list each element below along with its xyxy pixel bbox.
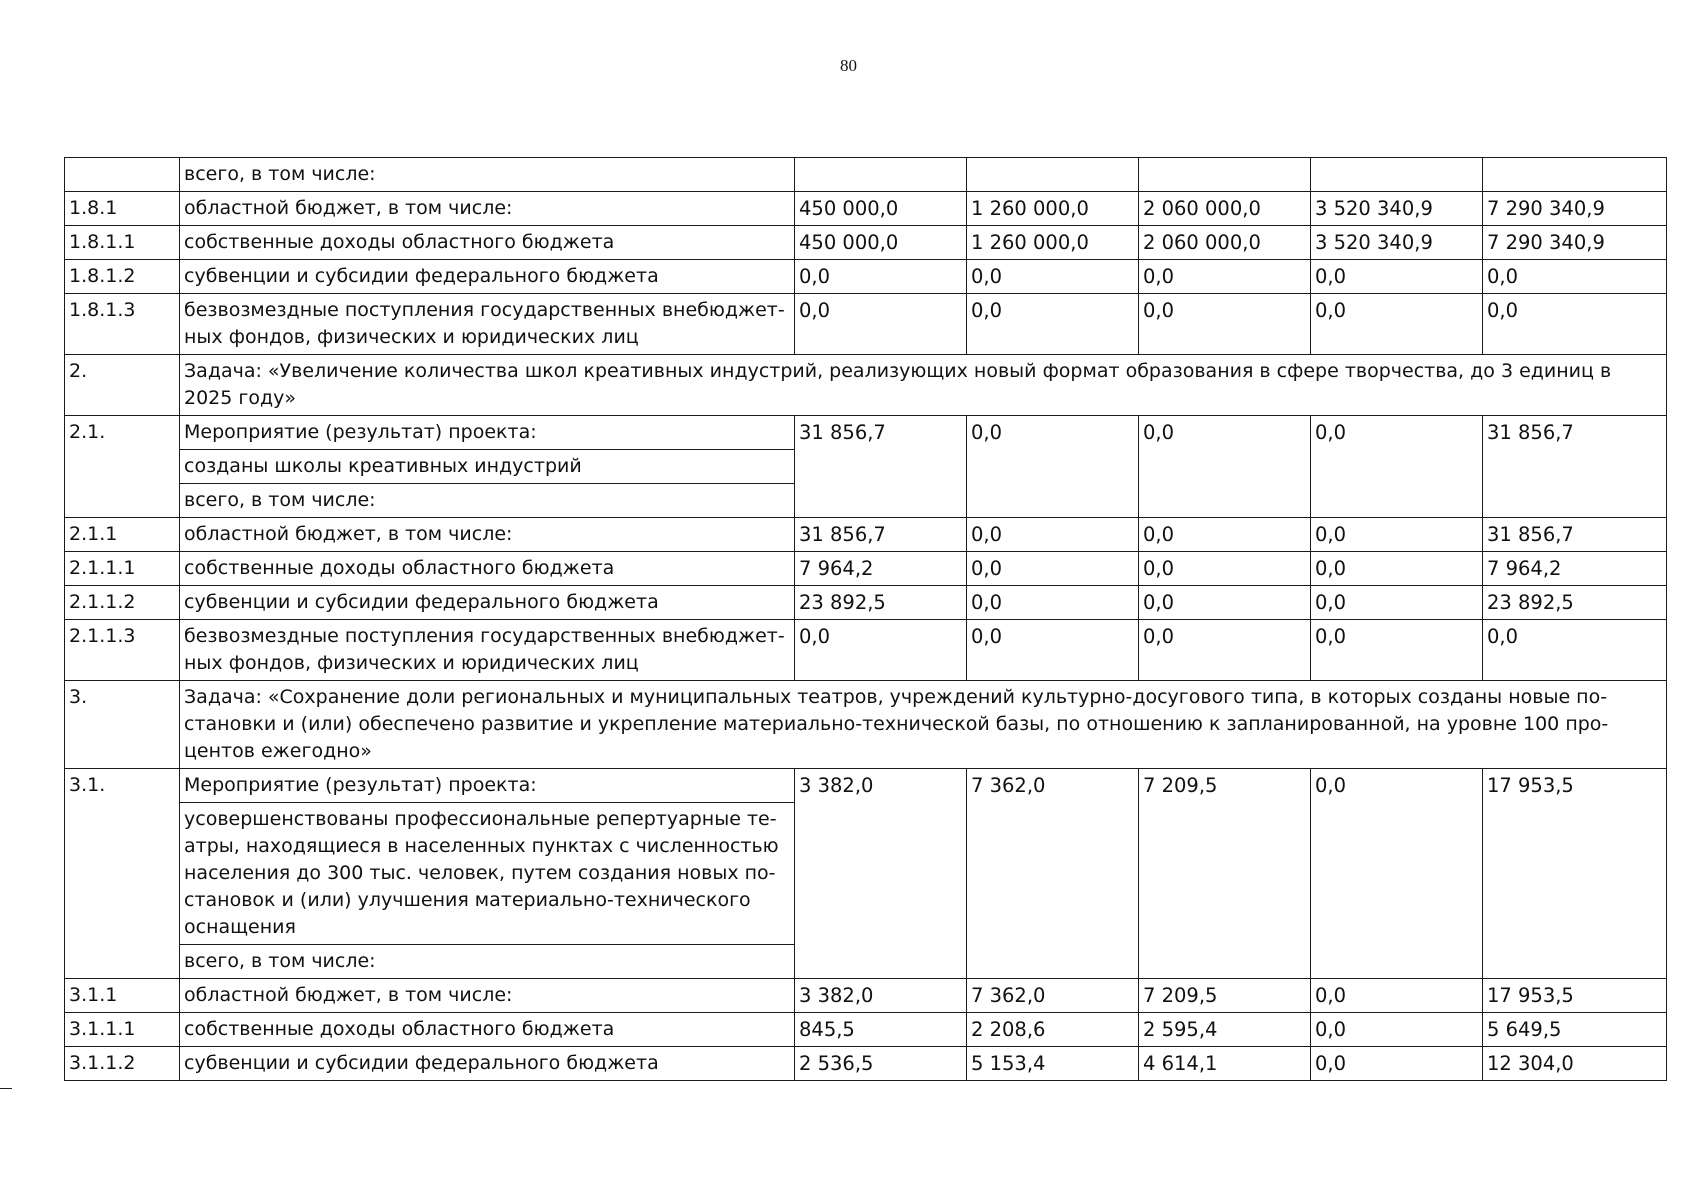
value-cell: 3 520 340,9 — [1311, 226, 1483, 260]
row-description: всего, в том числе: — [180, 484, 795, 518]
row-description: собственные доходы областного бюджета — [180, 552, 795, 586]
value-cell: 0,0 — [967, 260, 1139, 294]
row-code: 3.1. — [65, 769, 180, 979]
value-cell: 2 208,6 — [967, 1013, 1139, 1047]
value-cell: 7 362,0 — [967, 979, 1139, 1013]
table-row — [65, 1047, 1667, 1081]
value-cell: 0,0 — [1139, 620, 1311, 681]
table-body — [65, 158, 1667, 1081]
value-cell: 31 856,7 — [795, 416, 967, 518]
value-cell: 0,0 — [795, 260, 967, 294]
value-cell: 23 892,5 — [795, 586, 967, 620]
value-cell: 0,0 — [967, 620, 1139, 681]
value-cell: 7 290 340,9 — [1483, 192, 1667, 226]
value-cell: 0,0 — [1139, 586, 1311, 620]
row-description: собственные доходы областного бюджета — [180, 226, 795, 260]
value-cell: 0,0 — [967, 416, 1139, 518]
value-cell: 3 520 340,9 — [1311, 192, 1483, 226]
value-cell: 450 000,0 — [795, 192, 967, 226]
value-cell: 1 260 000,0 — [967, 226, 1139, 260]
value-cell: 2 536,5 — [795, 1047, 967, 1081]
table-row — [65, 979, 1667, 1013]
table-row — [65, 260, 1667, 294]
value-cell: 0,0 — [1139, 552, 1311, 586]
value-cell — [1311, 158, 1483, 192]
budget-table — [64, 157, 1667, 1081]
value-cell: 5 153,4 — [967, 1047, 1139, 1081]
table-row — [65, 1013, 1667, 1047]
value-cell: 31 856,7 — [1483, 416, 1667, 518]
row-description: всего, в том числе: — [180, 158, 795, 192]
value-cell: 17 953,5 — [1483, 769, 1667, 979]
row-code: 3.1.1 — [65, 979, 180, 1013]
row-description: областной бюджет, в том числе: — [180, 979, 795, 1013]
value-cell: 0,0 — [1311, 979, 1483, 1013]
table-row — [65, 294, 1667, 355]
value-cell: 7 362,0 — [967, 769, 1139, 979]
value-cell: 0,0 — [795, 294, 967, 355]
value-cell: 0,0 — [1483, 294, 1667, 355]
row-description: субвенции и субсидии федерального бюджета — [180, 586, 795, 620]
value-cell: 0,0 — [1139, 416, 1311, 518]
value-cell: 2 595,4 — [1139, 1013, 1311, 1047]
table-row — [65, 518, 1667, 552]
row-description: областной бюджет, в том числе: — [180, 192, 795, 226]
row-description: собственные доходы областного бюджета — [180, 1013, 795, 1047]
row-code: 2.1. — [65, 416, 180, 518]
row-description: субвенции и субсидии федерального бюджета — [180, 1047, 795, 1081]
value-cell: 0,0 — [967, 518, 1139, 552]
row-description: субвенции и субсидии федерального бюджета — [180, 260, 795, 294]
value-cell: 0,0 — [1311, 769, 1483, 979]
value-cell: 5 649,5 — [1483, 1013, 1667, 1047]
value-cell: 7 209,5 — [1139, 769, 1311, 979]
row-code: 2.1.1.3 — [65, 620, 180, 681]
table-row — [65, 586, 1667, 620]
value-cell: 0,0 — [795, 620, 967, 681]
row-code: 2.1.1 — [65, 518, 180, 552]
event-row — [65, 416, 1667, 450]
value-cell: 0,0 — [1311, 620, 1483, 681]
value-cell: 0,0 — [1311, 294, 1483, 355]
value-cell: 0,0 — [1483, 620, 1667, 681]
value-cell — [967, 158, 1139, 192]
table-row — [65, 620, 1667, 681]
value-cell: 0,0 — [1139, 294, 1311, 355]
row-code — [65, 158, 180, 192]
task-text: Задача: «Увеличение количества школ креативных индустрий, реализующих новый формат образования в сфере творчества, до 3 единиц в 2025 году» — [180, 355, 1667, 416]
value-cell: 0,0 — [1483, 260, 1667, 294]
value-cell — [795, 158, 967, 192]
row-description: Мероприятие (результат) проекта: — [180, 416, 795, 450]
value-cell: 0,0 — [967, 294, 1139, 355]
value-cell: 17 953,5 — [1483, 979, 1667, 1013]
row-code: 2.1.1.2 — [65, 586, 180, 620]
value-cell: 7 209,5 — [1139, 979, 1311, 1013]
value-cell: 23 892,5 — [1483, 586, 1667, 620]
row-code: 1.8.1.1 — [65, 226, 180, 260]
value-cell: 0,0 — [967, 586, 1139, 620]
value-cell: 1 260 000,0 — [967, 192, 1139, 226]
margin-mark — [0, 1088, 12, 1089]
value-cell: 31 856,7 — [795, 518, 967, 552]
value-cell: 0,0 — [1311, 518, 1483, 552]
value-cell: 4 614,1 — [1139, 1047, 1311, 1081]
value-cell: 31 856,7 — [1483, 518, 1667, 552]
value-cell: 0,0 — [1311, 1013, 1483, 1047]
row-description: безвозмездные поступления государственных внебюджет-ных фондов, физических и юридических лиц — [180, 620, 795, 681]
row-code: 1.8.1 — [65, 192, 180, 226]
row-code: 3. — [65, 681, 180, 769]
row-code: 3.1.1.2 — [65, 1047, 180, 1081]
row-code: 1.8.1.3 — [65, 294, 180, 355]
task-text: Задача: «Сохранение доли региональных и муниципальных театров, учреждений культурно-досугового типа, в которых созданы новые по-становки и (или) обеспечено развитие и укрепление материально-технической базы, по отношению к запланированной, на уровне 100 про-центов ежегодно» — [180, 681, 1667, 769]
table-row — [65, 192, 1667, 226]
value-cell — [1483, 158, 1667, 192]
event-row — [65, 769, 1667, 803]
value-cell: 0,0 — [1311, 1047, 1483, 1081]
row-description: усовершенствованы профессиональные репертуарные те-атры, находящиеся в населенных пунктах с численностью населения до 300 тыс. человек, путем создания новых по-становок и (или) улучшения материально-технического оснащения — [180, 803, 795, 945]
row-code: 1.8.1.2 — [65, 260, 180, 294]
value-cell: 0,0 — [1311, 552, 1483, 586]
row-code: 2.1.1.1 — [65, 552, 180, 586]
value-cell: 0,0 — [1311, 586, 1483, 620]
table-row — [65, 158, 1667, 192]
value-cell: 2 060 000,0 — [1139, 192, 1311, 226]
row-description: всего, в том числе: — [180, 945, 795, 979]
value-cell: 12 304,0 — [1483, 1047, 1667, 1081]
value-cell: 450 000,0 — [795, 226, 967, 260]
value-cell: 845,5 — [795, 1013, 967, 1047]
table-row — [65, 226, 1667, 260]
row-description: созданы школы креативных индустрий — [180, 450, 795, 484]
value-cell: 3 382,0 — [795, 979, 967, 1013]
value-cell: 0,0 — [967, 552, 1139, 586]
page-number: 80 — [840, 56, 857, 75]
row-description: безвозмездные поступления государственных внебюджет-ных фондов, физических и юридических лиц — [180, 294, 795, 355]
value-cell: 0,0 — [1311, 416, 1483, 518]
value-cell: 2 060 000,0 — [1139, 226, 1311, 260]
value-cell: 7 964,2 — [1483, 552, 1667, 586]
task-row — [65, 355, 1667, 416]
value-cell: 7 290 340,9 — [1483, 226, 1667, 260]
task-row — [65, 681, 1667, 769]
value-cell: 7 964,2 — [795, 552, 967, 586]
value-cell: 0,0 — [1139, 518, 1311, 552]
value-cell: 3 382,0 — [795, 769, 967, 979]
row-description: областной бюджет, в том числе: — [180, 518, 795, 552]
row-code: 3.1.1.1 — [65, 1013, 180, 1047]
table-row — [65, 552, 1667, 586]
row-code: 2. — [65, 355, 180, 416]
value-cell: 0,0 — [1311, 260, 1483, 294]
row-description: Мероприятие (результат) проекта: — [180, 769, 795, 803]
value-cell: 0,0 — [1139, 260, 1311, 294]
value-cell — [1139, 158, 1311, 192]
